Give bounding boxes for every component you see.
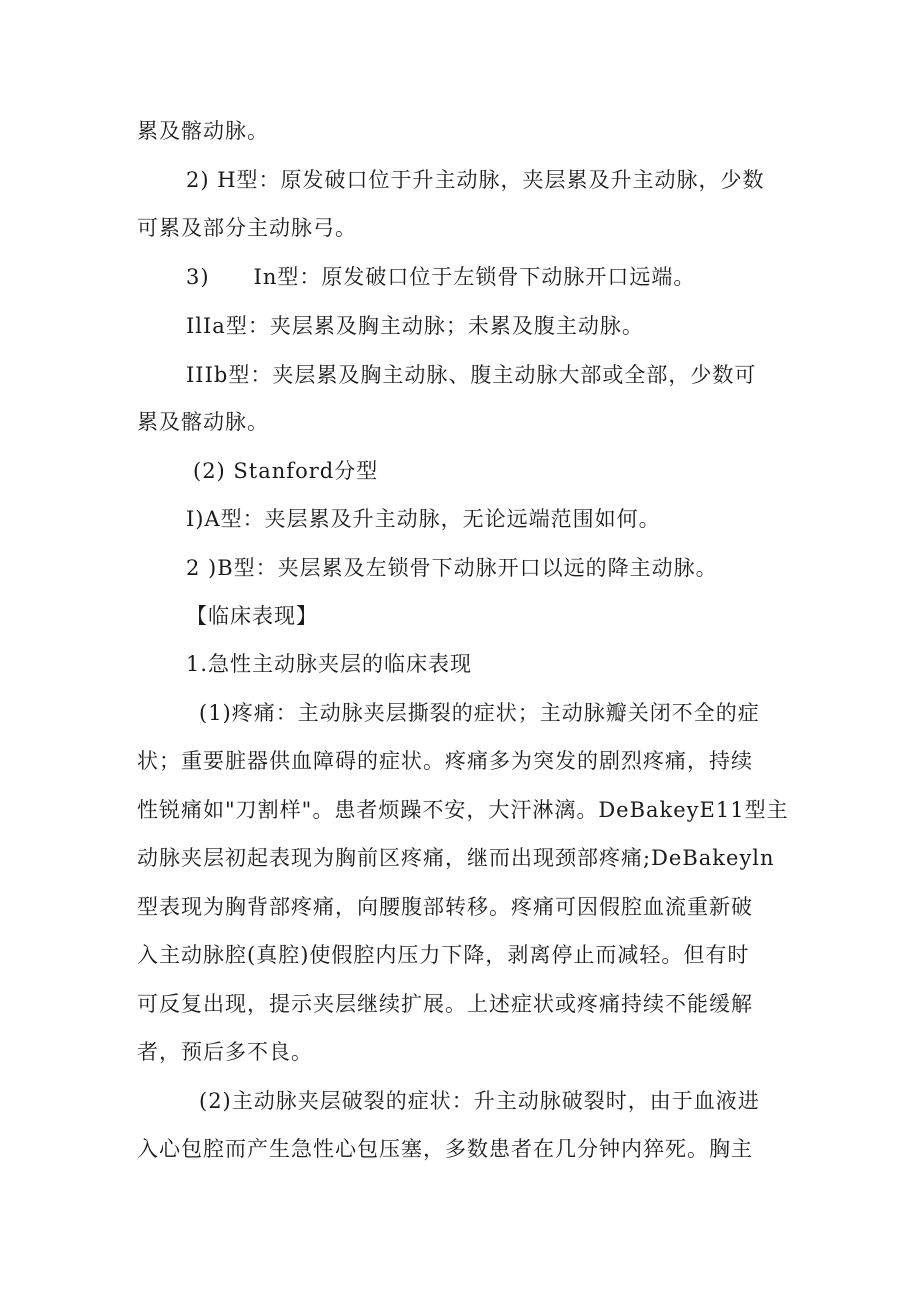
text-line-19: 可反复出现，提示夹层继续扩展。上述症状或疼痛持续不能缓解 — [137, 992, 753, 1016]
text-line-3: 可累及部分主动脉弓。 — [137, 216, 357, 240]
text-line-18: 入主动脉腔(真腔)使假腔内压力下降，剥离停止而减轻。但有时 — [137, 943, 750, 967]
text-line-8: (2) Stanford分型 — [193, 459, 379, 483]
text-line-9: I)A型：夹层累及升主动脉，无论远端范围如何。 — [186, 507, 661, 531]
text-line-12: 1.急性主动脉夹层的临床表现 — [186, 652, 473, 676]
text-line-13: (1)疼痛：主动脉夹层撕裂的症状；主动脉瓣关闭不全的症 — [199, 701, 760, 725]
text-line-1: 累及髂动脉。 — [137, 119, 269, 143]
text-line-7: 累及髂动脉。 — [137, 410, 269, 434]
text-line-10: 2 )B型：夹层累及左锁骨下动脉开口以远的降主动脉。 — [186, 556, 718, 580]
text-line-15: 性锐痛如"刀割样"。患者烦躁不安，大汗淋漓。DeBakeyE11型主 — [137, 798, 789, 822]
text-line-4: 3) In型：原发破口位于左锁骨下动脉开口远端。 — [186, 265, 696, 289]
text-line-21: (2)主动脉夹层破裂的症状：升主动脉破裂时，由于血液进 — [199, 1089, 760, 1113]
text-line-16: 动脉夹层初起表现为胸前区疼痛，继而出现颈部疼痛;DeBakeyln — [137, 846, 775, 870]
text-line-2: 2) H型：原发破口位于升主动脉，夹层累及升主动脉，少数 — [186, 168, 765, 192]
text-line-6: IIIb型：夹层累及胸主动脉、腹主动脉大部或全部，少数可 — [186, 363, 757, 387]
text-line-14: 状；重要脏器供血障碍的症状。疼痛多为突发的剧烈疼痛，持续 — [137, 749, 753, 773]
text-line-5: IlIa型：夹层累及胸主动脉；未累及腹主动脉。 — [186, 314, 644, 338]
text-line-22: 入心包腔而产生急性心包压塞，多数患者在几分钟内猝死。胸主 — [137, 1137, 753, 1161]
text-line-17: 型表现为胸背部疼痛，向腰腹部转移。疼痛可因假腔血流重新破 — [137, 895, 753, 919]
section-heading: 【临床表现】 — [186, 604, 318, 628]
text-line-20: 者，预后多不良。 — [137, 1040, 313, 1064]
